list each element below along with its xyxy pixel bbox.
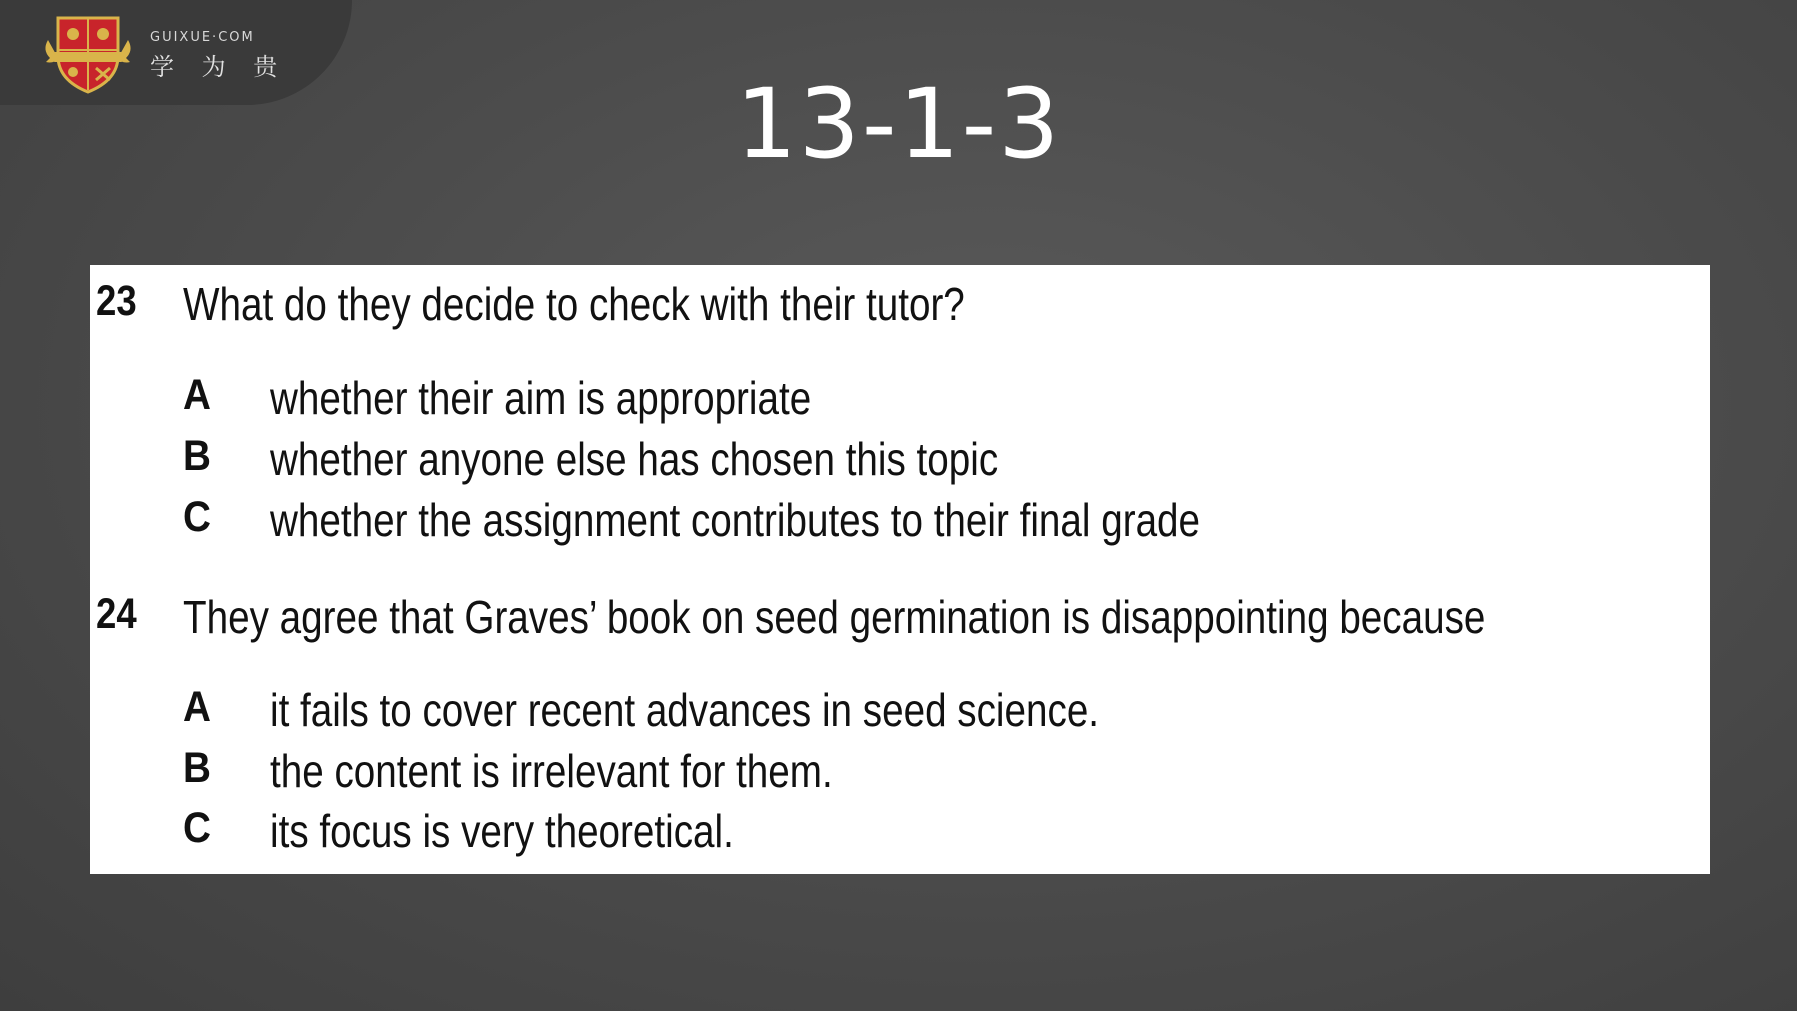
question-23	[90, 277, 1710, 337]
option-23-c	[90, 493, 1710, 549]
option-24-a	[90, 683, 1710, 739]
brand-url: GUIXUE·COM	[150, 30, 255, 45]
question-panel	[90, 265, 1710, 874]
option-24-c	[90, 804, 1710, 860]
option-text: its focus is very theoretical.	[270, 805, 734, 857]
slide-title: 13-1-3	[735, 68, 1062, 180]
option-text: whether anyone else has chosen this topic	[270, 433, 999, 485]
option-23-b	[90, 432, 1710, 488]
option-letter: B	[183, 744, 211, 792]
option-text: whether the assignment contributes to their final grade	[270, 494, 1201, 546]
question-number: 24	[96, 590, 137, 638]
option-text: whether their aim is appropriate	[270, 372, 812, 424]
question-text: They agree that Graves’ book on seed germination is disappointing because	[183, 591, 1486, 643]
brand-name: 学 为 贵	[150, 53, 288, 81]
question-24	[90, 590, 1710, 650]
option-letter: C	[183, 493, 211, 541]
option-text: the content is irrelevant for them.	[270, 745, 833, 797]
option-text: it fails to cover recent advances in seed science.	[270, 684, 1100, 736]
question-text: What do they decide to check with their tutor?	[183, 278, 965, 330]
option-letter: C	[183, 804, 211, 852]
option-23-a	[90, 371, 1710, 427]
option-letter: A	[183, 371, 211, 419]
option-24-b	[90, 744, 1710, 800]
question-number: 23	[96, 277, 137, 325]
option-letter: A	[183, 683, 211, 731]
option-letter: B	[183, 432, 211, 480]
